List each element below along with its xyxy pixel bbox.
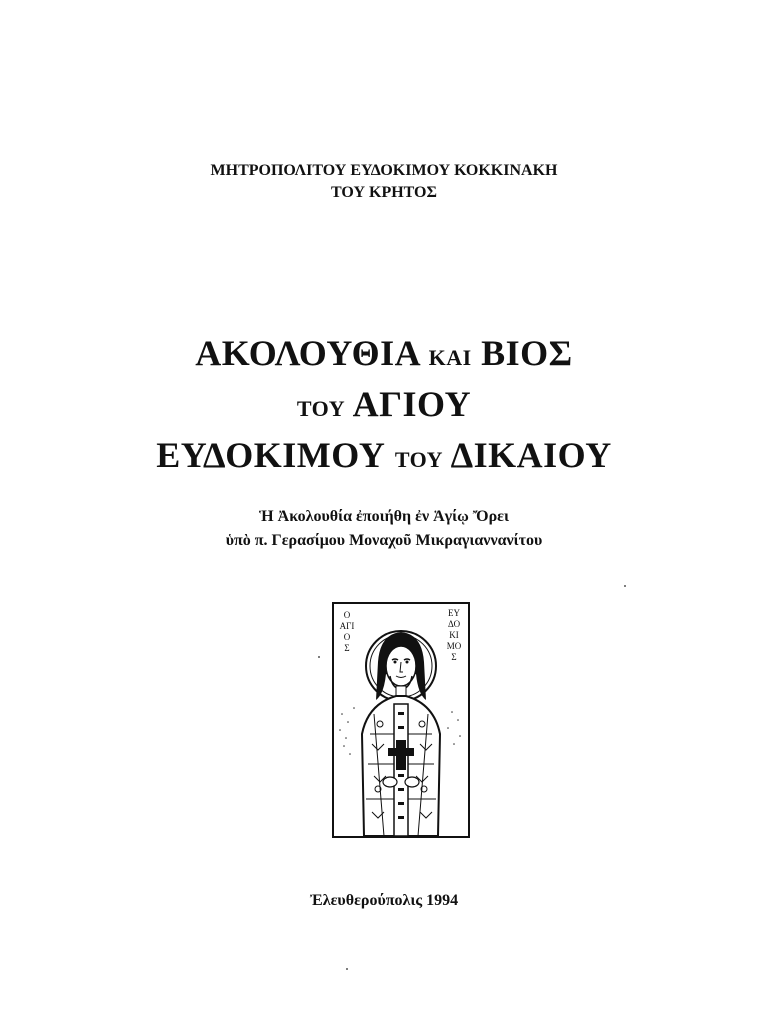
inscription-letter: Σ xyxy=(344,643,350,653)
title-line-3 xyxy=(0,432,768,483)
subtitle-block xyxy=(0,505,768,553)
title-word-small: ΤΟΥ xyxy=(394,447,444,472)
author-block xyxy=(0,160,768,204)
scan-speck xyxy=(318,656,320,658)
inscription-letter: ΚΙ xyxy=(449,630,459,640)
title-word: ΑΚΟΛΟΥΘΙΑ xyxy=(195,333,420,373)
subtitle-line-1: Ἡ Ἀκολουθία ἐποιήθη ἐν Ἁγίῳ Ὄρει xyxy=(259,508,509,525)
author-line-1: ΜΗΤΡΟΠΟΛΙΤΟΥ ΕΥΔΟΚΙΜΟΥ ΚΟΚΚΙΝΑΚΗ xyxy=(210,162,558,179)
scan-speck xyxy=(624,585,626,587)
inscription-letter: ΜΟ xyxy=(446,641,462,651)
title-word: ΑΓΙΟΥ xyxy=(352,384,472,424)
icon-inscription-left xyxy=(338,610,356,654)
inscription-letter: ΑΓΙ xyxy=(339,621,355,631)
title-word-small: ΚΑΙ xyxy=(428,345,472,370)
title-word: ΔΙΚΑΙΟΥ xyxy=(450,435,612,475)
imprint: Ἐλευθερούπολις 1994 xyxy=(309,892,459,909)
inscription-letter: ΔΟ xyxy=(447,619,461,629)
title-line-2 xyxy=(0,381,768,432)
title-word-small: ΤΟΥ xyxy=(296,396,346,421)
icon-inscription-right xyxy=(444,608,464,663)
inscription-letter: ΕΥ xyxy=(448,608,460,618)
saint-icon-image xyxy=(332,602,470,838)
title-word: ΒΙΟΣ xyxy=(481,333,573,373)
title-word: ΕΥΔΟΚΙΜΟΥ xyxy=(156,435,386,475)
title-line-1 xyxy=(0,330,768,381)
inscription-letter: Σ xyxy=(451,652,457,662)
author-line-2: ΤΟΥ ΚΡΗΤΟΣ xyxy=(331,184,437,201)
subtitle-line-2: ὑπὸ π. Γερασίμου Μοναχοῦ Μικραγιαννανίτου xyxy=(225,532,543,549)
inscription-letter: Ο xyxy=(343,610,351,620)
inscription-letter: Ο xyxy=(343,632,351,642)
book-title xyxy=(0,330,768,483)
scan-speck xyxy=(346,968,348,970)
